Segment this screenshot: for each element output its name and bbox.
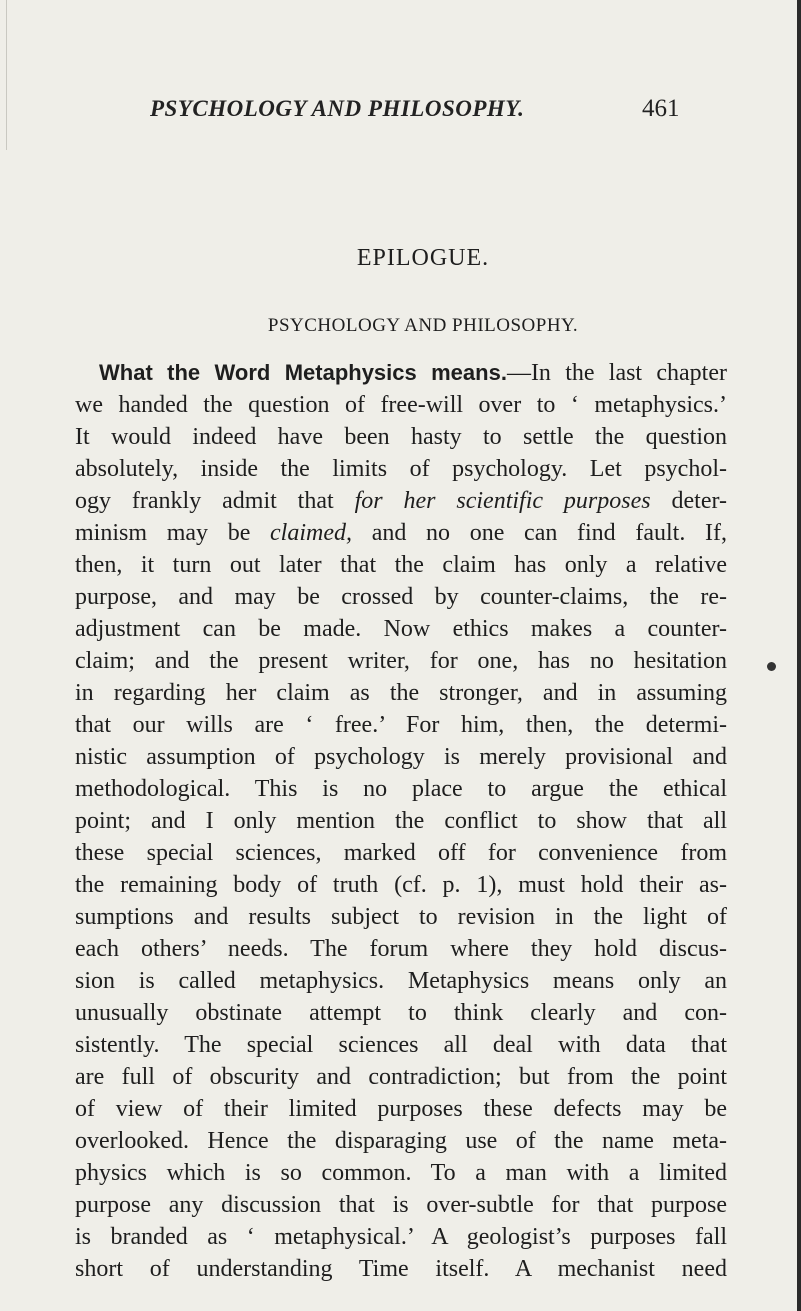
text-line: adjustment can be made. Now ethics makes a counter- (75, 616, 727, 642)
page-edge-line (6, 0, 7, 150)
text-line: It would indeed have been hasty to settle the question (75, 424, 727, 450)
page-number: 461 (642, 95, 680, 122)
ink-mark (767, 662, 776, 671)
text-line: then, it turn out later that the claim has only a relative (75, 552, 727, 578)
text-line: physics which is so common. To a man with a limited (75, 1160, 727, 1186)
italic-phrase: claimed, (270, 520, 353, 546)
text-fragment: —In the last chapter (506, 360, 727, 386)
text-line: in regarding her claim as the stronger, and in assuming (75, 680, 727, 706)
page-right-edge (797, 0, 801, 1311)
text-line: that our wills are ‘ free.’ For him, then, the determi- (75, 712, 727, 738)
text-line: we handed the question of free-will over to ‘ metaphysics.’ (75, 392, 727, 418)
text-line: of view of their limited purposes these defects may be (75, 1096, 727, 1122)
text-line: each others’ needs. The forum where they hold discus- (75, 936, 727, 962)
text-line: the remaining body of truth (cf. p. 1), must hold their as- (75, 872, 727, 898)
text-line: are full of obscurity and contradiction; but from the point (75, 1064, 727, 1090)
paragraph-sidehead: What the Word Metaphysics means. (99, 360, 507, 385)
text-line: overlooked. Hence the disparaging use of the name meta- (75, 1128, 727, 1154)
italic-phrase: for her scientific purposes (354, 488, 651, 514)
text-line (75, 517, 727, 549)
text-line: sion is called metaphysics. Metaphysics means only an (75, 968, 727, 994)
text-fragment: and no one can find fault. If, (352, 520, 728, 546)
text-fragment: minism may be (75, 520, 271, 546)
text-line: sumptions and results subject to revision in the light of (75, 904, 727, 930)
text-line: nistic assumption of psychology is merely provisional and (75, 744, 727, 770)
text-line: methodological. This is no place to argue the ethical (75, 776, 727, 802)
text-line: short of understanding Time itself. A mechanist need (75, 1256, 727, 1282)
body-paragraph (75, 357, 727, 1285)
text-line: unusually obstinate attempt to think clearly and con- (75, 1000, 727, 1026)
text-line (75, 485, 727, 517)
text-line (75, 357, 727, 389)
text-line: claim; and the present writer, for one, has no hesitation (75, 648, 727, 674)
text-line: is branded as ‘ metaphysical.’ A geologist’s purposes fall (75, 1224, 727, 1250)
text-line: these special sciences, marked off for convenience from (75, 840, 727, 866)
text-fragment: deter- (650, 488, 727, 514)
chapter-subtitle: PSYCHOLOGY AND PHILOSOPHY. (267, 315, 579, 336)
running-head: PSYCHOLOGY AND PHILOSOPHY. (150, 96, 525, 121)
text-line: point; and I only mention the conflict to show that all (75, 808, 727, 834)
text-fragment: ogy frankly admit that (75, 488, 355, 514)
text-line: purpose, and may be crossed by counter-claims, the re- (75, 584, 727, 610)
text-line: absolutely, inside the limits of psychology. Let psychol- (75, 456, 727, 482)
text-line: purpose any discussion that is over-subtle for that purpose (75, 1192, 727, 1218)
chapter-title: EPILOGUE. (356, 245, 490, 271)
text-line: sistently. The special sciences all deal with data that (75, 1032, 727, 1058)
